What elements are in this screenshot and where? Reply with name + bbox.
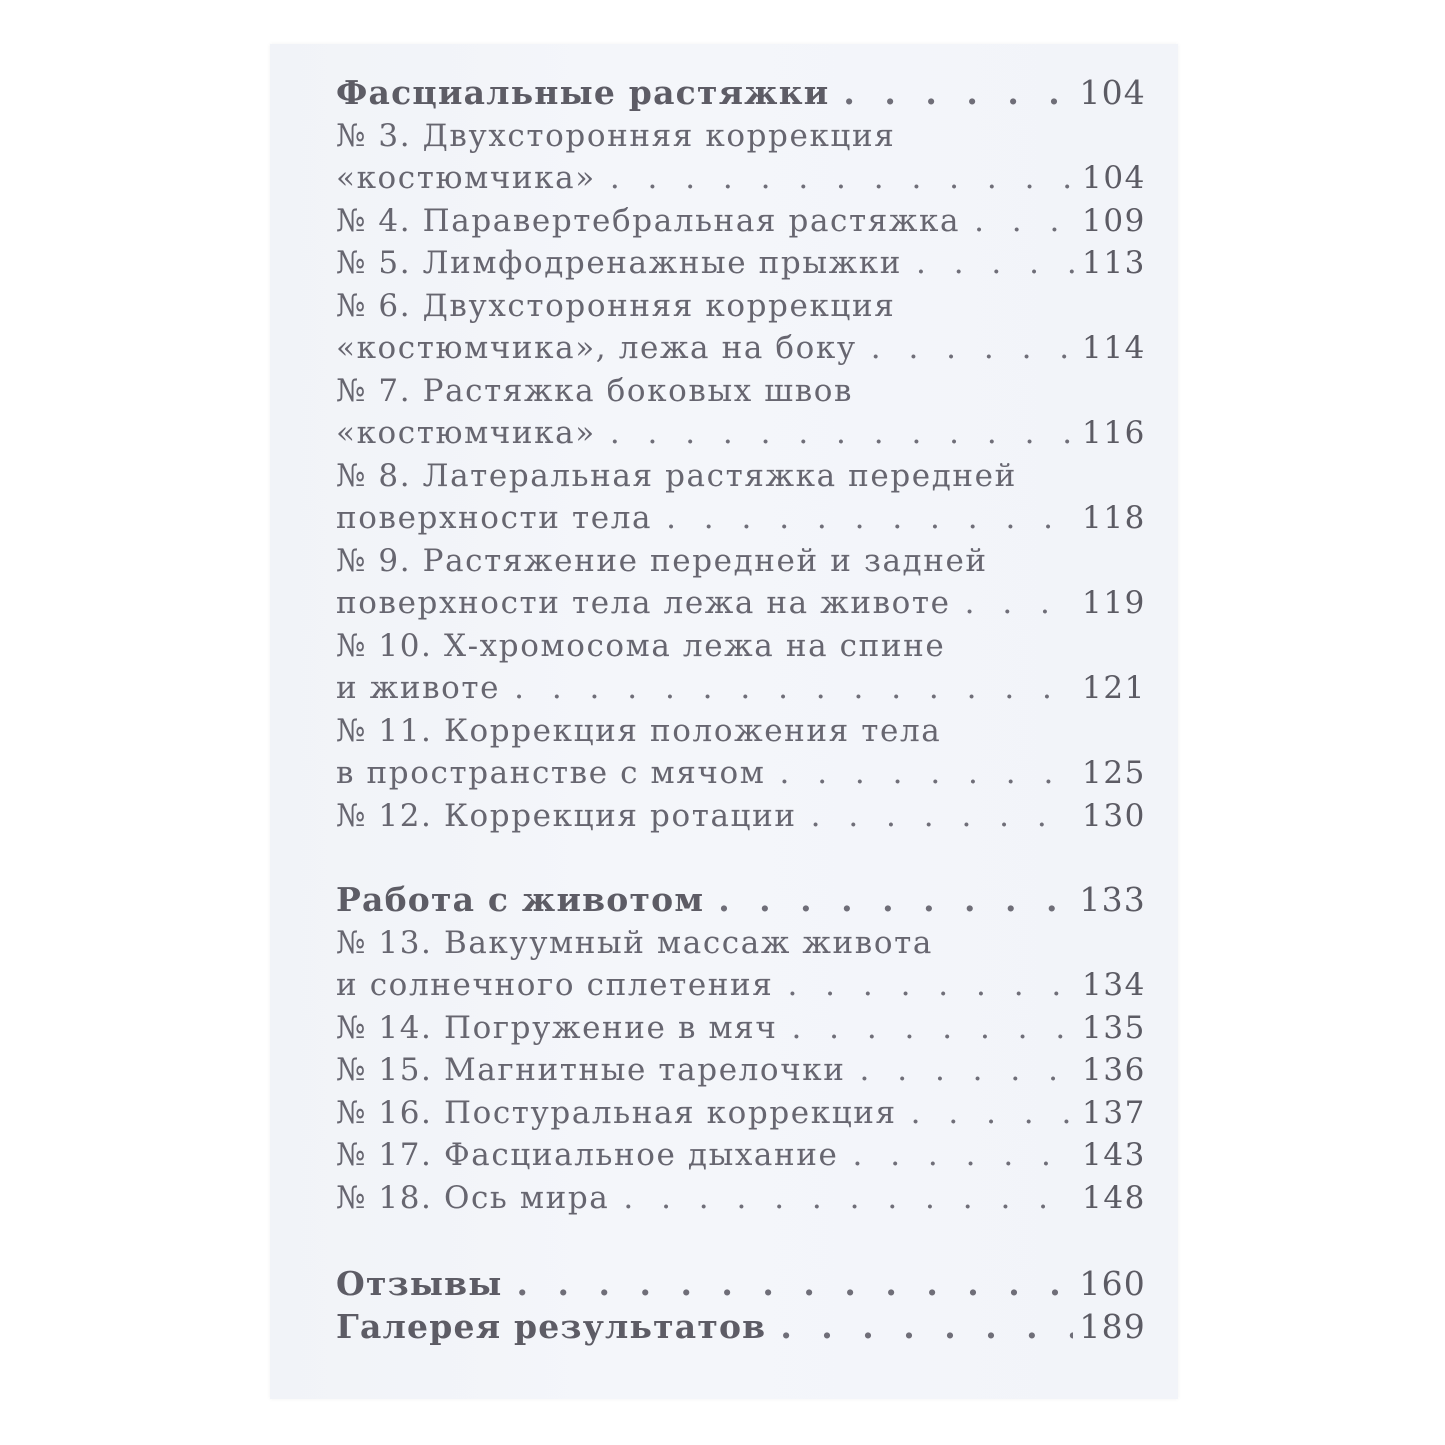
- toc-line: [336, 1263, 1146, 1306]
- toc-page-number: 133: [1079, 880, 1146, 919]
- toc-item: [336, 242, 1146, 285]
- toc-section-heading: [336, 72, 1146, 115]
- leader-dots: [965, 582, 1076, 625]
- leader-dots: [514, 667, 1076, 710]
- toc-item-text: № 17. Фасциальное дыхание: [336, 1137, 839, 1173]
- toc-page-number: 136: [1082, 1052, 1146, 1088]
- leader-dots: [860, 1049, 1076, 1092]
- toc-line: [336, 370, 1146, 413]
- toc-line: [336, 1134, 1146, 1177]
- table-of-contents: [336, 72, 1146, 1348]
- toc-line: [336, 1092, 1146, 1135]
- toc-item-text: № 12. Коррекция ротации: [336, 797, 797, 834]
- toc-item-text: № 4. Паравертебральная растяжка: [336, 202, 961, 239]
- toc-page-number: 113: [1082, 245, 1146, 281]
- toc-line: [336, 540, 1146, 583]
- toc-item-text: № 6. Двухсторонняя коррекция: [336, 287, 896, 324]
- leader-dots: [853, 1134, 1077, 1177]
- toc-line: [336, 879, 1146, 922]
- toc-page-number: 104: [1079, 73, 1146, 112]
- toc-line: [336, 327, 1146, 370]
- toc-item-text: «костюмчика»: [336, 415, 596, 451]
- toc-item: [336, 1134, 1146, 1177]
- toc-item: [336, 1092, 1146, 1135]
- toc-line: [336, 157, 1146, 200]
- toc-section-title: Работа с животом: [336, 880, 705, 919]
- toc-item-text: № 13. Вакуумный массаж живота: [336, 924, 933, 961]
- toc-line: [336, 582, 1146, 625]
- toc-item: [336, 115, 1146, 200]
- toc-item-text: № 15. Магнитные тарелочки: [336, 1052, 846, 1088]
- leader-dots: [916, 242, 1076, 285]
- toc-section-heading: [336, 1263, 1146, 1306]
- toc-page-number: 118: [1082, 500, 1146, 536]
- toc-line: [336, 412, 1146, 455]
- leader-dots: [718, 879, 1073, 922]
- toc-section-title: Отзывы: [336, 1264, 503, 1303]
- toc-section-heading: [336, 1306, 1146, 1349]
- toc-page-number: 130: [1082, 797, 1146, 834]
- toc-item: [336, 1177, 1146, 1220]
- toc-page-number: 125: [1082, 755, 1146, 791]
- toc-section-heading: [336, 879, 1146, 922]
- toc-item: [336, 710, 1146, 795]
- toc-item-text: в пространстве с мячом: [336, 755, 766, 791]
- toc-line: [336, 752, 1146, 795]
- leader-dots: [843, 72, 1073, 115]
- toc-line: [336, 795, 1146, 838]
- leader-dots: [811, 795, 1076, 838]
- toc-page-number: 137: [1082, 1094, 1146, 1131]
- toc-line: [336, 964, 1146, 1007]
- leader-dots: [974, 200, 1076, 243]
- toc-page-number: 134: [1082, 967, 1146, 1003]
- toc-page-number: 189: [1079, 1306, 1146, 1346]
- toc-item-text: и животе: [336, 670, 501, 706]
- toc-section-title: Фасциальные растяжки: [336, 73, 830, 112]
- toc-item-text: № 16. Постуральная коррекция: [336, 1094, 897, 1131]
- leader-dots: [871, 327, 1076, 370]
- toc-line: [336, 922, 1146, 965]
- leader-dots: [780, 752, 1077, 795]
- section-spacer: [336, 837, 1146, 879]
- toc-item: [336, 455, 1146, 540]
- toc-item: [336, 922, 1146, 1007]
- toc-line: [336, 497, 1146, 540]
- toc-item-text: № 10. Х-хромосома лежа на спине: [336, 627, 946, 664]
- leader-dots: [911, 1092, 1076, 1135]
- toc-item: [336, 1049, 1146, 1092]
- leader-dots: [610, 412, 1076, 455]
- toc-page-number: 121: [1082, 670, 1146, 706]
- toc-item: [336, 200, 1146, 243]
- toc-page-number: 116: [1082, 415, 1146, 451]
- toc-item-text: «костюмчика», лежа на боку: [336, 330, 857, 366]
- toc-item-text: поверхности тела: [336, 500, 653, 536]
- toc-item-text: № 18. Ось мира: [336, 1179, 610, 1216]
- toc-item-text: № 8. Латеральная растяжка передней: [336, 457, 1017, 494]
- toc-item-text: № 5. Лимфодренажные прыжки: [336, 245, 902, 281]
- toc-item: [336, 625, 1146, 710]
- toc-item: [336, 370, 1146, 455]
- leader-dots: [666, 497, 1076, 540]
- toc-line: [336, 72, 1146, 115]
- leader-dots: [517, 1263, 1074, 1306]
- toc-item: [336, 795, 1146, 838]
- leader-dots: [791, 1007, 1076, 1050]
- toc-item-text: «костюмчика»: [336, 160, 596, 196]
- toc-line: [336, 667, 1146, 710]
- toc-page-number: 135: [1082, 1009, 1146, 1046]
- toc-section-title: Галерея результатов: [336, 1306, 767, 1346]
- toc-page-number: 148: [1082, 1179, 1146, 1216]
- toc-item: [336, 285, 1146, 370]
- toc-page-number: 104: [1082, 160, 1146, 196]
- leader-dots: [780, 1306, 1073, 1349]
- toc-item-text: и солнечного сплетения: [336, 967, 774, 1003]
- toc-item-text: № 7. Растяжка боковых швов: [336, 372, 854, 409]
- toc-item-text: № 9. Растяжение передней и задней: [336, 542, 988, 579]
- leader-dots: [787, 964, 1076, 1007]
- toc-item-text: № 14. Погружение в мяч: [336, 1009, 778, 1046]
- toc-page-number: 160: [1079, 1264, 1146, 1303]
- toc-line: [336, 1306, 1146, 1349]
- toc-line: [336, 1007, 1146, 1050]
- toc-line: [336, 455, 1146, 498]
- toc-item-text: поверхности тела лежа на животе: [336, 585, 951, 621]
- toc-item-text: № 11. Коррекция положения тела: [336, 712, 942, 749]
- toc-page-number: 109: [1082, 202, 1146, 239]
- toc-line: [336, 200, 1146, 243]
- toc-item-text: № 3. Двухсторонняя коррекция: [336, 117, 896, 154]
- toc-line: [336, 242, 1146, 285]
- toc-page-number: 143: [1082, 1137, 1146, 1173]
- toc-page-number: 114: [1082, 330, 1146, 366]
- toc-line: [336, 1177, 1146, 1220]
- toc-line: [336, 1049, 1146, 1092]
- toc-item: [336, 1007, 1146, 1050]
- leader-dots: [610, 157, 1076, 200]
- toc-item: [336, 540, 1146, 625]
- toc-page-number: 119: [1082, 585, 1146, 621]
- toc-line: [336, 710, 1146, 753]
- section-spacer: [336, 1219, 1146, 1263]
- leader-dots: [623, 1177, 1076, 1220]
- toc-line: [336, 115, 1146, 158]
- toc-line: [336, 625, 1146, 668]
- toc-line: [336, 285, 1146, 328]
